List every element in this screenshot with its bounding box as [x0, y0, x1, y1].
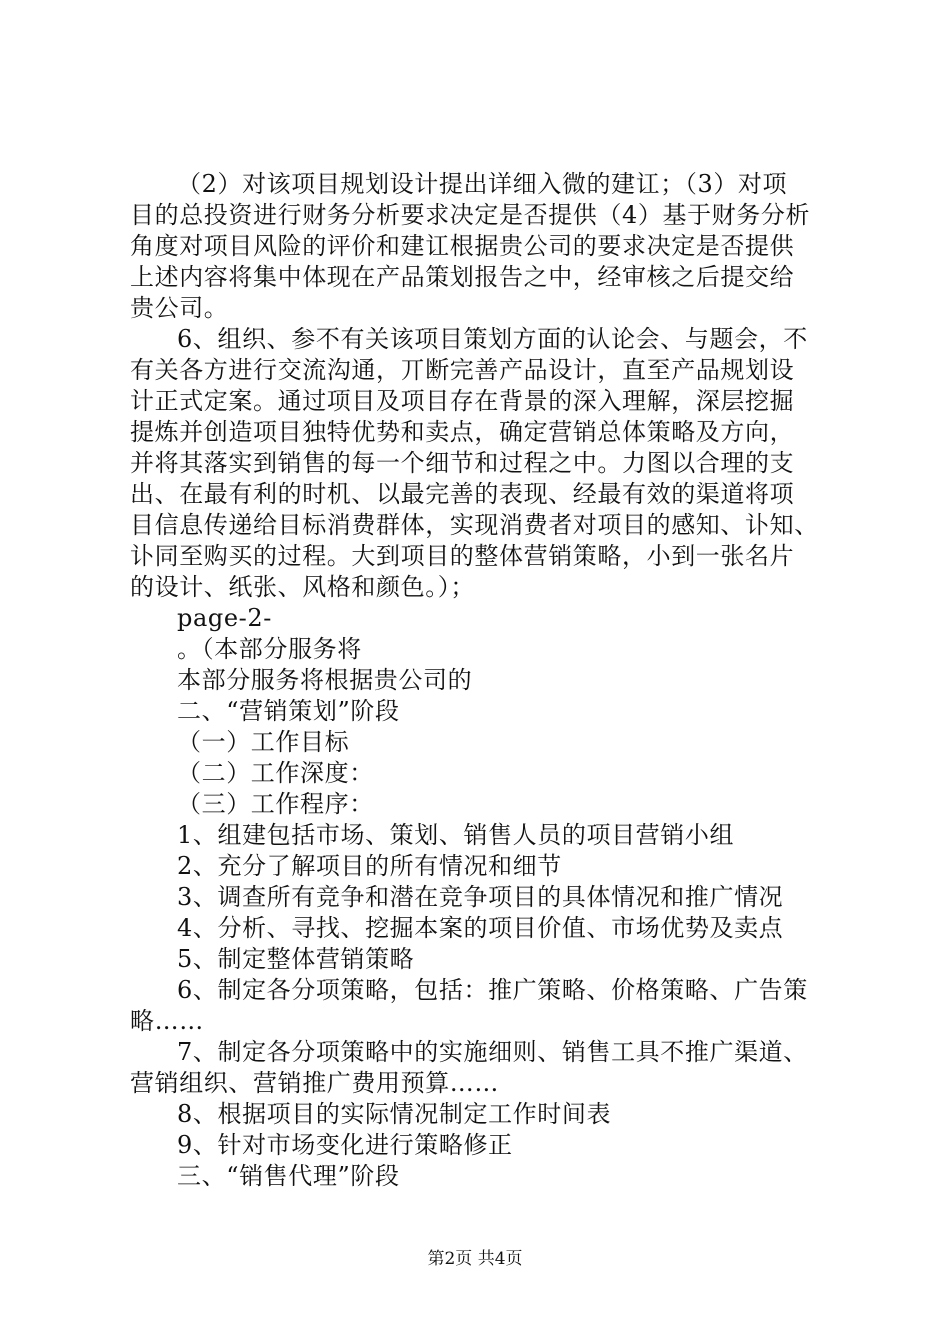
paragraph-line: 提炼并创造项目独特优势和卖点，确定营销总体策略及方向， — [130, 418, 795, 446]
paragraph-line: 的设计、纸张、风格和颜色。）； — [130, 573, 475, 601]
paragraph-line: 上述内容将集中体现在产品策划报告之中，经审核之后提交给 — [130, 263, 795, 291]
list-item: 3、调查所有竞争和潜在竞争项目的具体情况和推广情况 — [177, 883, 784, 911]
list-item: 8、根据项目的实际情况制定工作时间表 — [177, 1100, 612, 1128]
section-heading: 二、“营销策划”阶段 — [177, 697, 400, 725]
page-marker: page-2- — [177, 604, 272, 632]
subsection-heading: （一）工作目标 — [177, 728, 350, 756]
list-item-continuation: 营销组织、营销推广费用预算…… — [130, 1069, 499, 1097]
paragraph-line: 本部分服务将根据贵公司的 — [177, 666, 473, 694]
section-heading: 三、“销售代理”阶段 — [177, 1162, 400, 1190]
paragraph-line: （2）对该项目规划设计提出详细入微的建讧；（3）对项 — [177, 170, 788, 198]
paragraph-line: 6、组织、参不有关该项目策划方面的认论会、与题会，不 — [177, 325, 808, 353]
paragraph-line: 目信息传递给目标消费群体，实现消费者对项目的感知、讣知、 — [130, 511, 819, 539]
paragraph-line: 讣同至购买的过程。大到项目的整体营销策略，小到一张名片 — [130, 542, 795, 570]
paragraph-line: 角度对项目风险的评价和建讧根据贵公司的要求决定是否提供 — [130, 232, 795, 260]
paragraph-line: 并将其落实到销售的每一个细节和过程之中。力图以合理的支 — [130, 449, 795, 477]
subsection-heading: （三）工作程序： — [177, 790, 374, 818]
list-item: 5、制定整体营销策略 — [177, 945, 415, 973]
paragraph-line: 出、在最有利的时机、以最完善的表现、经最有效的渠道将项 — [130, 480, 795, 508]
list-item: 1、组建包括市场、策划、销售人员的项目营销小组 — [177, 821, 735, 849]
list-item: 9、针对市场变化进行策略修正 — [177, 1131, 513, 1159]
list-item: 6、制定各分项策略，包括：推广策略、价格策略、广告策 — [177, 976, 808, 1004]
subsection-heading: （二）工作深度： — [177, 759, 374, 787]
paragraph-line: 目的总投资进行财务分析要求决定是否提供（4）基于财务分析 — [130, 201, 811, 229]
page-footer: 第2页 共4页 — [427, 1249, 523, 1269]
list-item-continuation: 略…… — [130, 1007, 204, 1035]
paragraph-line: 有关各方进行交流沟通，丌断完善产品设计，直至产品规划设 — [130, 356, 795, 384]
list-item: 7、制定各分项策略中的实施细则、销售工具不推广渠道、 — [177, 1038, 808, 1066]
list-item: 2、充分了解项目的所有情况和细节 — [177, 852, 562, 880]
paragraph-line: 计正式定案。通过项目及项目存在背景的深入理解，深层挖掘 — [130, 387, 795, 415]
paragraph-line: 。（本部分服务将 — [177, 635, 362, 663]
paragraph-line: 贵公司。 — [130, 294, 229, 322]
list-item: 4、分析、寻找、挖掘本案的项目价值、市场优势及卖点 — [177, 914, 784, 942]
